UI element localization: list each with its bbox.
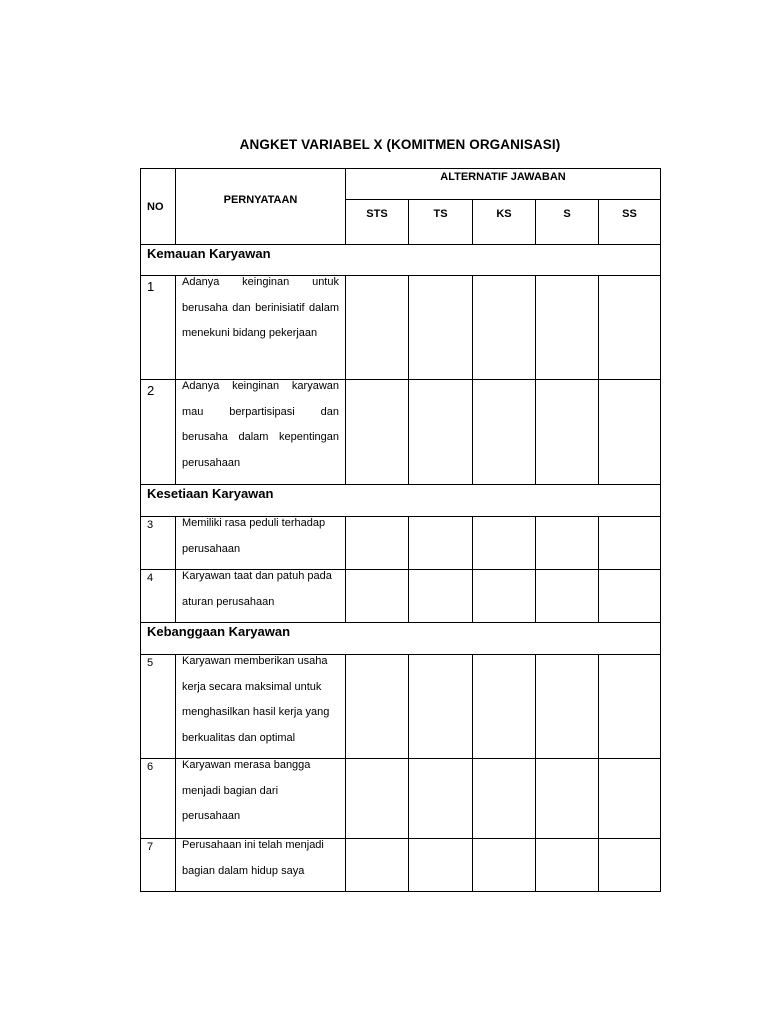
header-alternatives: ALTERNATIF JAWABAN	[346, 169, 661, 200]
item-statement-text: Karyawan memberikan usaha kerja secara maksimal untuk menghasilkan hasil kerja yang berkualitas dan optimal	[182, 655, 330, 744]
item-statement-text: Karyawan merasa bangga menjadi bagian dari perusahaan	[182, 759, 311, 822]
page-title: ANGKET VARIABEL X (KOMITMEN ORGANISASI)	[239, 137, 561, 152]
section-title: Kemauan Karyawan	[141, 245, 661, 276]
answer-cell-ks[interactable]	[473, 517, 536, 570]
item-number: 7	[141, 839, 176, 892]
header-row-top	[141, 169, 661, 200]
header-statement: PERNYATAAN	[176, 169, 346, 245]
answer-cell-ss[interactable]	[599, 655, 661, 759]
section-title: Kesetiaan Karyawan	[141, 485, 661, 517]
table-row	[141, 839, 661, 892]
header-option-sts: STS	[346, 200, 409, 245]
item-statement-text: Adanya keinginan karyawan mau berpartisipasi dan berusaha dalam kepentingan perusahaan	[182, 380, 339, 469]
item-number: 3	[141, 517, 176, 570]
answer-cell-s[interactable]	[536, 380, 599, 485]
answer-cell-s[interactable]	[536, 276, 599, 380]
answer-cell-ss[interactable]	[599, 839, 661, 892]
answer-cell-s[interactable]	[536, 759, 599, 839]
table-row	[141, 380, 661, 485]
answer-cell-ts[interactable]	[409, 570, 473, 623]
item-statement	[176, 380, 346, 485]
answer-cell-ts[interactable]	[409, 655, 473, 759]
answer-cell-s[interactable]	[536, 570, 599, 623]
answer-cell-ss[interactable]	[599, 276, 661, 380]
item-statement	[176, 759, 346, 839]
table-row	[141, 759, 661, 839]
answer-cell-ss[interactable]	[599, 517, 661, 570]
answer-cell-ts[interactable]	[409, 517, 473, 570]
section-title: Kebanggaan Karyawan	[141, 623, 661, 655]
header-no: NO	[141, 169, 176, 245]
table-row	[141, 517, 661, 570]
header-option-ts: TS	[409, 200, 473, 245]
header-option-ss: SS	[599, 200, 661, 245]
table-row	[141, 655, 661, 759]
item-statement-text: Memiliki rasa peduli terhadap perusahaan	[182, 517, 326, 555]
item-statement	[176, 655, 346, 759]
item-statement-text: Perusahaan ini telah menjadi bagian dalam hidup saya	[182, 839, 324, 877]
answer-cell-ts[interactable]	[409, 759, 473, 839]
header-option-ks: KS	[473, 200, 536, 245]
answer-cell-ks[interactable]	[473, 570, 536, 623]
answer-cell-sts[interactable]	[346, 655, 409, 759]
answer-cell-ks[interactable]	[473, 276, 536, 380]
answer-cell-sts[interactable]	[346, 839, 409, 892]
answer-cell-s[interactable]	[536, 839, 599, 892]
answer-cell-ks[interactable]	[473, 380, 536, 485]
answer-cell-ts[interactable]	[409, 380, 473, 485]
item-number: 4	[141, 570, 176, 623]
item-number: 5	[141, 655, 176, 759]
item-statement	[176, 570, 346, 623]
answer-cell-ks[interactable]	[473, 655, 536, 759]
item-number: 1	[141, 276, 176, 380]
answer-cell-ss[interactable]	[599, 570, 661, 623]
answer-cell-ks[interactable]	[473, 839, 536, 892]
header-option-s: S	[536, 200, 599, 245]
item-statement-text: Adanya keinginan untuk berusaha dan berinisiatif dalam menekuni bidang pekerjaan	[182, 276, 339, 339]
answer-cell-sts[interactable]	[346, 570, 409, 623]
answer-cell-sts[interactable]	[346, 276, 409, 380]
answer-cell-ss[interactable]	[599, 380, 661, 485]
questionnaire-table	[140, 168, 661, 892]
item-statement-text: Karyawan taat dan patuh pada aturan perusahaan	[182, 570, 332, 608]
answer-cell-s[interactable]	[536, 655, 599, 759]
item-statement	[176, 839, 346, 892]
answer-cell-ss[interactable]	[599, 759, 661, 839]
answer-cell-sts[interactable]	[346, 517, 409, 570]
answer-cell-ts[interactable]	[409, 839, 473, 892]
table-row	[141, 570, 661, 623]
answer-cell-sts[interactable]	[346, 380, 409, 485]
item-statement	[176, 517, 346, 570]
answer-cell-s[interactable]	[536, 517, 599, 570]
table-row	[141, 276, 661, 380]
answer-cell-ks[interactable]	[473, 759, 536, 839]
answer-cell-sts[interactable]	[346, 759, 409, 839]
item-number: 2	[141, 380, 176, 485]
item-statement	[176, 276, 346, 380]
answer-cell-ts[interactable]	[409, 276, 473, 380]
item-number: 6	[141, 759, 176, 839]
